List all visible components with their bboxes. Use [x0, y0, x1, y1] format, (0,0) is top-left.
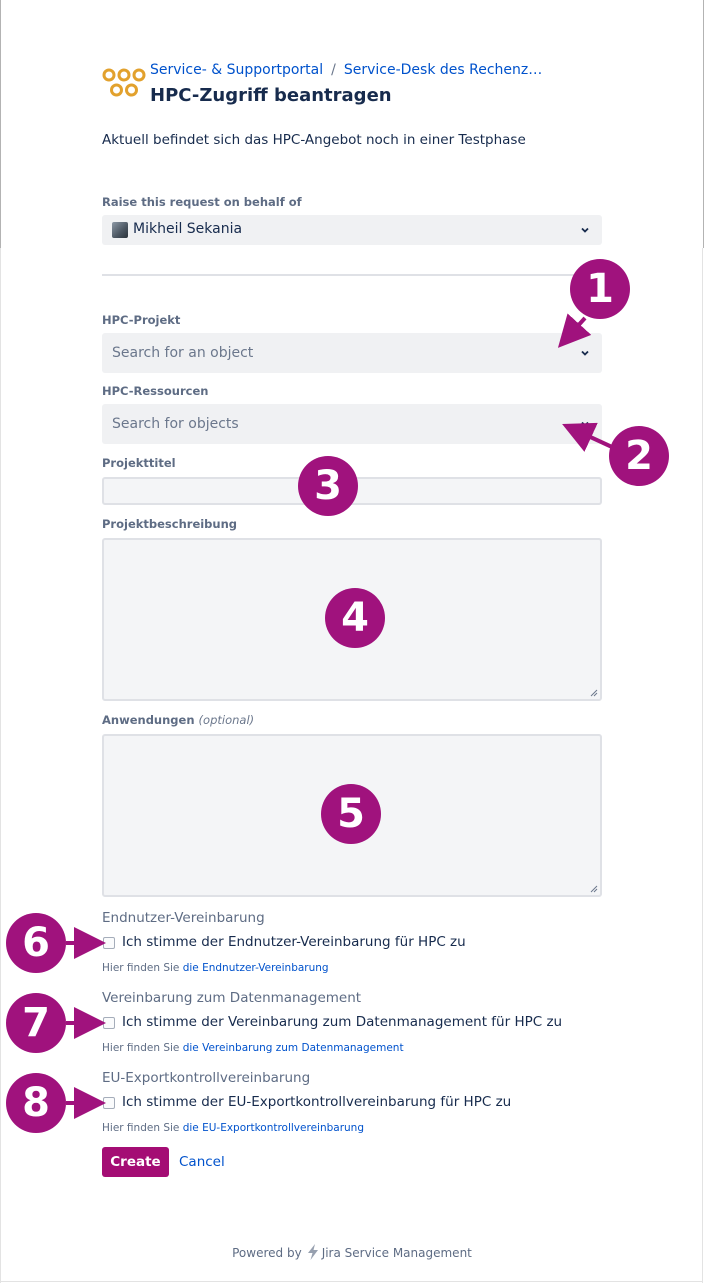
chevron-down-icon — [580, 419, 590, 429]
agreement-hint — [102, 962, 329, 974]
endnutzer-link[interactable]: die Endnutzer-Vereinbarung — [182, 962, 329, 974]
hpc-ressourcen-select[interactable] — [102, 404, 602, 444]
agreement-hint — [102, 1042, 404, 1054]
footer-product-link[interactable]: Jira Service Management — [321, 1246, 472, 1260]
chevron-down-icon — [580, 225, 590, 235]
intro-text: Aktuell befindet sich das HPC-Angebot noch in einer Testphase — [102, 132, 526, 148]
exportkontrolle-checkbox[interactable] — [103, 1097, 115, 1109]
resize-grip-icon[interactable] — [588, 883, 598, 893]
endnutzer-checkbox-label[interactable]: Ich stimme der Endnutzer-Vereinbarung für HPC zu — [122, 934, 466, 950]
on-behalf-select[interactable] — [102, 215, 602, 245]
projektbeschreibung-label: Projektbeschreibung — [102, 517, 238, 531]
page-border-right — [702, 248, 703, 1283]
datenmanagement-checkbox-label[interactable]: Ich stimme der Vereinbarung zum Datenmanagement für HPC zu — [122, 1014, 563, 1030]
agreement-title: Endnutzer-Vereinbarung — [102, 910, 265, 926]
section-divider — [102, 274, 602, 276]
hpc-ressourcen-label: HPC-Ressourcen — [102, 384, 209, 398]
cancel-link[interactable]: Cancel — [179, 1154, 225, 1170]
breadcrumb — [150, 62, 542, 78]
datenmanagement-link[interactable]: die Vereinbarung zum Datenmanagement — [182, 1042, 404, 1054]
resize-grip-icon[interactable] — [588, 687, 598, 697]
breadcrumb-service-desk-link[interactable]: Service-Desk des Rechenz… — [343, 62, 543, 78]
avatar — [112, 222, 128, 238]
annotation-marker-3: 3 — [298, 456, 358, 516]
projekttitel-label: Projekttitel — [102, 456, 176, 470]
anwendungen-label — [102, 713, 254, 727]
exportkontrolle-link[interactable]: die EU-Exportkontrollvereinbarung — [182, 1122, 364, 1134]
page-border-bottom — [0, 1281, 703, 1282]
on-behalf-label: Raise this request on behalf of — [102, 195, 302, 209]
breadcrumb-separator: / — [331, 62, 336, 78]
hint-prefix: Hier finden Sie — [102, 962, 180, 974]
hint-prefix: Hier finden Sie — [102, 1122, 180, 1134]
on-behalf-value: Mikheil Sekania — [133, 221, 243, 237]
agreement-hint — [102, 1122, 364, 1134]
agreement-title: EU-Exportkontrollvereinbarung — [102, 1070, 311, 1086]
hpc-ressourcen-placeholder: Search for objects — [112, 416, 239, 432]
create-button[interactable]: Create — [102, 1147, 169, 1177]
hpc-projekt-label: HPC-Projekt — [102, 313, 181, 327]
annotation-marker-6: 6 — [6, 913, 66, 973]
agreement-title: Vereinbarung zum Datenmanagement — [102, 990, 362, 1006]
optional-tag: (optional) — [198, 713, 255, 727]
breadcrumb-portal-link[interactable]: Service- & Supportportal — [150, 62, 324, 78]
jira-bolt-icon — [306, 1244, 320, 1260]
footer — [0, 1244, 704, 1260]
page-title: HPC-Zugriff beantragen — [150, 85, 392, 106]
annotation-marker-2: 2 — [609, 426, 669, 486]
page-border-left — [0, 248, 1, 1283]
anwendungen-label-text: Anwendungen — [102, 713, 195, 727]
annotation-marker-8: 8 — [6, 1073, 66, 1133]
window-border-left — [0, 0, 1, 248]
annotation-marker-5: 5 — [321, 784, 381, 844]
annotation-marker-7: 7 — [6, 993, 66, 1053]
exportkontrolle-checkbox-label[interactable]: Ich stimme der EU-Exportkontrollvereinbarung für HPC zu — [122, 1094, 512, 1110]
hpc-projekt-placeholder: Search for an object — [112, 345, 254, 361]
service-desk-logo-icon — [102, 66, 146, 100]
chevron-down-icon — [580, 348, 590, 358]
annotation-marker-1: 1 — [570, 259, 630, 319]
datenmanagement-checkbox[interactable] — [103, 1017, 115, 1029]
footer-prefix: Powered by — [232, 1246, 302, 1260]
hpc-projekt-select[interactable] — [102, 333, 602, 373]
endnutzer-checkbox[interactable] — [103, 937, 115, 949]
annotation-marker-4: 4 — [325, 588, 385, 648]
hint-prefix: Hier finden Sie — [102, 1042, 180, 1054]
